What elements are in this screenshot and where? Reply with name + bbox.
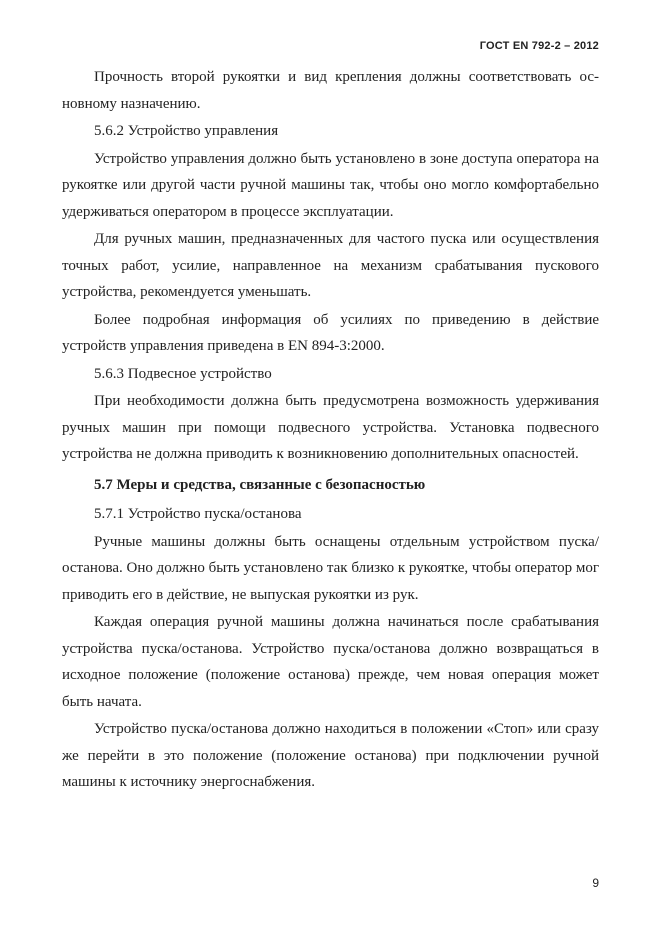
subsection-heading-5-6-3: 5.6.3 Подвесное устройство: [94, 365, 272, 382]
document-body: [62, 64, 599, 797]
page-number: 9: [592, 876, 599, 890]
paragraph-force-reference: Более подробная информация об усилиях по приведению в действие устройств управления приведена в EN 894-3:2000.: [62, 311, 599, 354]
paragraph-stop-position: Устройство пуска/останова должно находиться в положении «Стоп» или сразу же перейти в это положение (положение останова) при подключении ручной машины к источнику энергоснабжения.: [62, 721, 599, 790]
paragraph-suspension-device: При необходимости должна быть предусмотрена возможность удерживания ручных машин при помощи подвесного устройства. Установка подвесного устройства не должна приводить к возникновению дополнительных опасностей.: [62, 393, 599, 462]
paragraph-control-placement: Устройство управления должно быть установлено в зоне доступа оператора на рукоятке или другой части ручной машины так, чтобы оно могло комфортабельно удерживаться оператором в процессе эксплуатации.: [62, 150, 599, 220]
document-code-header: ГОСТ EN 792-2 – 2012: [479, 40, 599, 52]
section-heading-5-7: 5.7 Меры и средства, связанные с безопасностью: [94, 476, 426, 493]
paragraph-start-stop-device: Ручные машины должны быть оснащены отдельным устройством пуска/останова. Оно должно быть установлено так близко к рукоятке, чтобы оператор мог приводить его в действие, не выпуская рукоятки из рук.: [62, 533, 599, 603]
subsection-heading-5-6-2: 5.6.2 Устройство управления: [94, 123, 279, 139]
subsection-heading-5-7-1: 5.7.1 Устройство пуска/останова: [94, 506, 302, 522]
paragraph-operation-start: Каждая операция ручной машины должна начинаться после срабатывания устройства пуска/останова. Устройство пуска/останова должно возвращаться в исходное положение (положение останова) прежде, чем новая операция может быть начата.: [62, 614, 599, 710]
paragraph-actuation-force: Для ручных машин, предназначенных для частого пуска или осуществления точных работ, усилие, направленное на механизм срабатывания пускового устройства, рекомендуется уменьшать.: [62, 231, 599, 300]
paragraph-handle-strength: Прочность второй рукоятки и вид крепления должны соответствовать основному назначению.: [62, 69, 599, 112]
